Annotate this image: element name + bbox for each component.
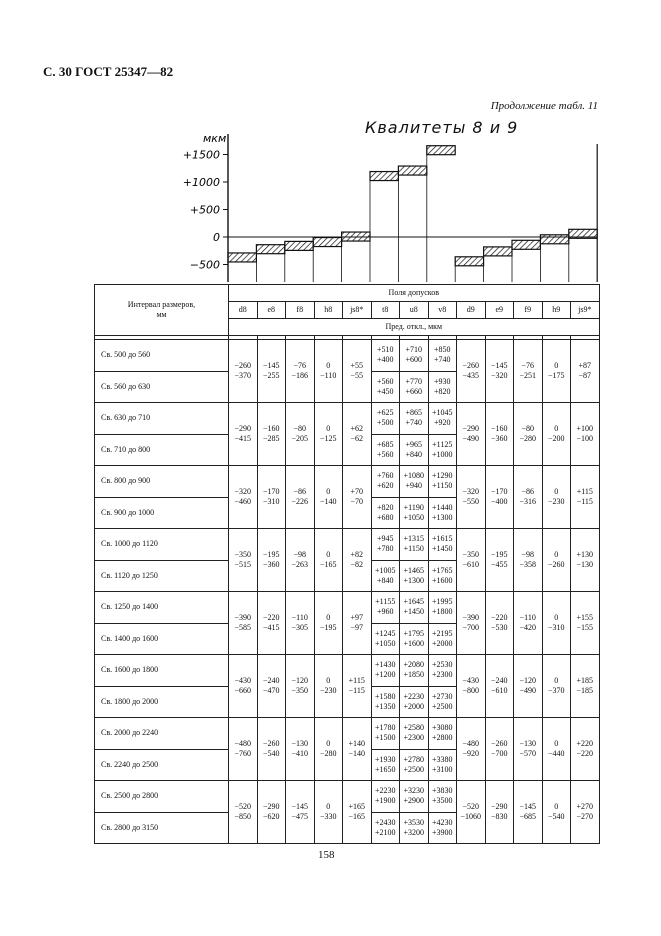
tolerance-field-f9 (512, 240, 540, 249)
tolerance-field-h8 (313, 238, 341, 247)
units-header: Пред. откл., мкм (229, 319, 600, 336)
value-cell-f8: −145 −475 (286, 781, 315, 844)
value-cell-v8: +850 +740 (428, 340, 457, 372)
y-tick-label: +1500 (182, 148, 220, 162)
value-cell-f8: −98 −263 (286, 529, 315, 592)
value-cell-v8: +1045 +920 (428, 403, 457, 435)
interval-cell: Св. 1000 до 1120 (95, 529, 229, 561)
table-row (95, 592, 600, 624)
column-header-js9*: js9* (571, 302, 600, 319)
value-cell-e8: −145 −255 (257, 340, 286, 403)
value-cell-u8: +1315 +1150 (400, 529, 429, 561)
table-row (95, 340, 600, 372)
value-cell-t8: +560 +450 (371, 371, 400, 403)
value-cell-f9: −130 −570 (514, 718, 543, 781)
interval-cell: Св. 710 до 800 (95, 434, 229, 466)
value-cell-v8: +3380 +3100 (428, 749, 457, 781)
interval-cell: Св. 800 до 900 (95, 466, 229, 498)
value-cell-u8: +1645 +1450 (400, 592, 429, 624)
y-axis-unit: мкм (203, 132, 227, 145)
interval-cell: Св. 1400 до 1600 (95, 623, 229, 655)
value-cell-t8: +945 +780 (371, 529, 400, 561)
value-cell-e8: −160 −285 (257, 403, 286, 466)
value-cell-js8*: +97 −97 (343, 592, 372, 655)
value-cell-v8: +4230 +3900 (428, 812, 457, 844)
value-cell-d8: −260 −370 (229, 340, 258, 403)
value-cell-js8*: +70 −70 (343, 466, 372, 529)
value-cell-u8: +2580 +2300 (400, 718, 429, 750)
value-cell-t8: +1780 +1500 (371, 718, 400, 750)
value-cell-u8: +2080 +1850 (400, 655, 429, 687)
column-header-f8: f8 (286, 302, 315, 319)
value-cell-e8: −220 −415 (257, 592, 286, 655)
value-cell-d9: −390 −700 (457, 592, 486, 655)
value-cell-e9: −145 −320 (485, 340, 514, 403)
value-cell-js9*: +270 −270 (571, 781, 600, 844)
value-cell-h8: 0 −330 (314, 781, 343, 844)
value-cell-u8: +770 +660 (400, 371, 429, 403)
value-cell-v8: +1440 +1300 (428, 497, 457, 529)
value-cell-f9: −80 −280 (514, 403, 543, 466)
value-cell-js8*: +165 −165 (343, 781, 372, 844)
value-cell-u8: +1190 +1050 (400, 497, 429, 529)
interval-cell: Св. 500 до 560 (95, 340, 229, 372)
value-cell-u8: +710 +600 (400, 340, 429, 372)
value-cell-h9: 0 −260 (542, 529, 571, 592)
value-cell-u8: +1465 +1300 (400, 560, 429, 592)
value-cell-v8: +1125 +1000 (428, 434, 457, 466)
value-cell-v8: +3830 +3500 (428, 781, 457, 813)
value-cell-v8: +930 +820 (428, 371, 457, 403)
value-cell-js9*: +220 −220 (571, 718, 600, 781)
tolerance-field-u8 (398, 166, 426, 175)
column-header-f9: f9 (514, 302, 543, 319)
value-cell-f9: −86 −316 (514, 466, 543, 529)
value-cell-d9: −430 −800 (457, 655, 486, 718)
value-cell-e8: −170 −310 (257, 466, 286, 529)
value-cell-js9*: +185 −185 (571, 655, 600, 718)
value-cell-f9: −98 −358 (514, 529, 543, 592)
value-cell-e9: −220 −530 (485, 592, 514, 655)
value-cell-h8: 0 −280 (314, 718, 343, 781)
value-cell-t8: +2230 +1900 (371, 781, 400, 813)
tolerance-field-e8 (256, 245, 284, 254)
interval-cell: Св. 1800 до 2000 (95, 686, 229, 718)
value-cell-d8: −520 −850 (229, 781, 258, 844)
value-cell-u8: +3230 +2900 (400, 781, 429, 813)
value-cell-h8: 0 −140 (314, 466, 343, 529)
interval-cell: Св. 630 до 710 (95, 403, 229, 435)
value-cell-e9: −160 −360 (485, 403, 514, 466)
tolerance-field-f8 (285, 241, 313, 250)
value-cell-e9: −240 −610 (485, 655, 514, 718)
value-cell-v8: +2195 +2000 (428, 623, 457, 655)
value-cell-e9: −170 −400 (485, 466, 514, 529)
tolerance-table (94, 284, 600, 844)
tolerance-field-d8 (228, 253, 256, 262)
y-tick-label: 0 (213, 231, 220, 244)
value-cell-t8: +685 +560 (371, 434, 400, 466)
column-header-h8: h8 (314, 302, 343, 319)
value-cell-d9: −520 −1060 (457, 781, 486, 844)
column-header-e9: e9 (485, 302, 514, 319)
value-cell-js9*: +115 −115 (571, 466, 600, 529)
tolerance-field-js9* (569, 229, 597, 238)
column-header-h9: h9 (542, 302, 571, 319)
column-header-u8: u8 (400, 302, 429, 319)
value-cell-f8: −130 −410 (286, 718, 315, 781)
value-cell-js8*: +62 −62 (343, 403, 372, 466)
table-continuation-note: Продолжение табл. 11 (490, 100, 598, 112)
value-cell-v8: +1765 +1600 (428, 560, 457, 592)
y-tick-label: +1000 (182, 176, 220, 189)
value-cell-f9: −110 −420 (514, 592, 543, 655)
value-cell-f8: −110 −305 (286, 592, 315, 655)
value-cell-f9: −145 −685 (514, 781, 543, 844)
value-cell-e8: −290 −620 (257, 781, 286, 844)
table-row (95, 718, 600, 750)
table-row (95, 403, 600, 435)
tolerance-field-h9 (540, 235, 568, 244)
value-cell-h8: 0 −110 (314, 340, 343, 403)
value-cell-h8: 0 −230 (314, 655, 343, 718)
document-reference: С. 30 ГОСТ 25347—82 (43, 64, 174, 79)
interval-cell: Св. 2500 до 2800 (95, 781, 229, 813)
tolerance-field-e9 (484, 247, 512, 256)
interval-cell: Св. 560 до 630 (95, 371, 229, 403)
y-tick-label: +500 (189, 203, 220, 217)
value-cell-h9: 0 −370 (542, 655, 571, 718)
value-cell-v8: +1290 +1150 (428, 466, 457, 498)
value-cell-h9: 0 −230 (542, 466, 571, 529)
value-cell-d9: −290 −490 (457, 403, 486, 466)
value-cell-h9: 0 −200 (542, 403, 571, 466)
value-cell-u8: +865 +740 (400, 403, 429, 435)
value-cell-v8: +1615 +1450 (428, 529, 457, 561)
value-cell-d8: −390 −585 (229, 592, 258, 655)
tolerance-field-js8* (342, 232, 370, 241)
value-cell-v8: +1995 +1800 (428, 592, 457, 624)
value-cell-h9: 0 −440 (542, 718, 571, 781)
interval-header: Интервал размеров, мм (95, 285, 229, 336)
value-cell-d9: −350 −610 (457, 529, 486, 592)
value-cell-t8: +625 +500 (371, 403, 400, 435)
chart-title: Квалитеты 8 и 9 (365, 118, 519, 137)
value-cell-d9: −320 −550 (457, 466, 486, 529)
value-cell-f8: −86 −226 (286, 466, 315, 529)
value-cell-t8: +820 +680 (371, 497, 400, 529)
value-cell-h8: 0 −165 (314, 529, 343, 592)
table-row (95, 466, 600, 498)
y-tick-label: −500 (189, 258, 220, 272)
interval-cell: Св. 2000 до 2240 (95, 718, 229, 750)
value-cell-e9: −195 −455 (485, 529, 514, 592)
fields-header: Поля допусков (229, 285, 600, 302)
value-cell-d9: −480 −920 (457, 718, 486, 781)
value-cell-u8: +1080 +940 (400, 466, 429, 498)
value-cell-js9*: +155 −155 (571, 592, 600, 655)
value-cell-v8: +3080 +2800 (428, 718, 457, 750)
table-row (95, 655, 600, 687)
table-row (95, 781, 600, 813)
value-cell-js9*: +130 −130 (571, 529, 600, 592)
value-cell-e8: −240 −470 (257, 655, 286, 718)
value-cell-t8: +1005 +840 (371, 560, 400, 592)
interval-cell: Св. 2800 до 3150 (95, 812, 229, 844)
page-number: 158 (318, 849, 335, 861)
interval-cell: Св. 1250 до 1400 (95, 592, 229, 624)
value-cell-t8: +510 +400 (371, 340, 400, 372)
column-header-d9: d9 (457, 302, 486, 319)
tolerance-field-v8 (427, 146, 455, 155)
value-cell-js9*: +87 −87 (571, 340, 600, 403)
value-cell-d8: −430 −660 (229, 655, 258, 718)
tolerance-field-d9 (455, 257, 483, 266)
value-cell-h8: 0 −195 (314, 592, 343, 655)
value-cell-d8: −350 −515 (229, 529, 258, 592)
value-cell-v8: +2530 +2300 (428, 655, 457, 687)
value-cell-h9: 0 −175 (542, 340, 571, 403)
value-cell-f8: −120 −350 (286, 655, 315, 718)
value-cell-u8: +2230 +2000 (400, 686, 429, 718)
interval-cell: Св. 1120 до 1250 (95, 560, 229, 592)
value-cell-u8: +965 +840 (400, 434, 429, 466)
tolerance-chart (180, 130, 610, 286)
value-cell-f8: −80 −205 (286, 403, 315, 466)
value-cell-d9: −260 −435 (457, 340, 486, 403)
tolerance-field-t8 (370, 172, 398, 181)
value-cell-t8: +1155 +960 (371, 592, 400, 624)
column-header-t8: t8 (371, 302, 400, 319)
value-cell-f9: −76 −251 (514, 340, 543, 403)
value-cell-t8: +2430 +2100 (371, 812, 400, 844)
value-cell-js8*: +115 −115 (343, 655, 372, 718)
value-cell-t8: +1430 +1200 (371, 655, 400, 687)
value-cell-u8: +2780 +2500 (400, 749, 429, 781)
value-cell-v8: +2730 +2500 (428, 686, 457, 718)
table-row (95, 529, 600, 561)
column-header-d8: d8 (229, 302, 258, 319)
value-cell-d8: −480 −760 (229, 718, 258, 781)
value-cell-h8: 0 −125 (314, 403, 343, 466)
interval-cell: Св. 2240 до 2500 (95, 749, 229, 781)
value-cell-f8: −76 −186 (286, 340, 315, 403)
interval-cell: Св. 1600 до 1800 (95, 655, 229, 687)
value-cell-js8*: +82 −82 (343, 529, 372, 592)
value-cell-f9: −120 −490 (514, 655, 543, 718)
column-header-e8: e8 (257, 302, 286, 319)
value-cell-d8: −290 −415 (229, 403, 258, 466)
value-cell-e8: −260 −540 (257, 718, 286, 781)
value-cell-u8: +3530 +3200 (400, 812, 429, 844)
value-cell-js8*: +55 −55 (343, 340, 372, 403)
value-cell-js8*: +140 −140 (343, 718, 372, 781)
value-cell-e9: −260 −700 (485, 718, 514, 781)
column-header-v8: v8 (428, 302, 457, 319)
value-cell-e9: −290 −830 (485, 781, 514, 844)
value-cell-d8: −320 −460 (229, 466, 258, 529)
value-cell-t8: +1245 +1050 (371, 623, 400, 655)
value-cell-u8: +1795 +1600 (400, 623, 429, 655)
value-cell-h9: 0 −540 (542, 781, 571, 844)
value-cell-t8: +1580 +1350 (371, 686, 400, 718)
column-header-js8*: js8* (343, 302, 372, 319)
value-cell-t8: +760 +620 (371, 466, 400, 498)
value-cell-e8: −195 −360 (257, 529, 286, 592)
value-cell-t8: +1930 +1650 (371, 749, 400, 781)
value-cell-js9*: +100 −100 (571, 403, 600, 466)
interval-cell: Св. 900 до 1000 (95, 497, 229, 529)
value-cell-h9: 0 −310 (542, 592, 571, 655)
